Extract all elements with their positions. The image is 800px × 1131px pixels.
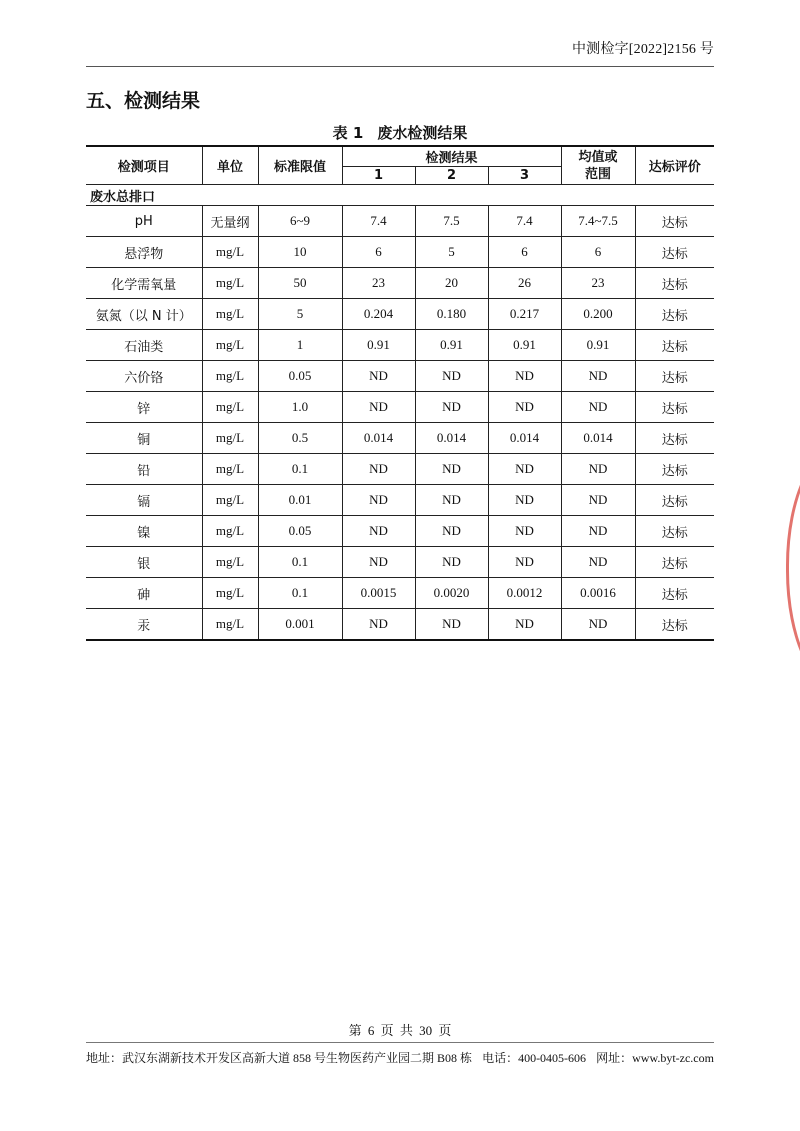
cell-r3: ND [488,485,561,516]
cell-item: 锌 [86,392,202,423]
cell-r3: ND [488,547,561,578]
cell-limit: 0.1 [258,578,342,609]
table-row [86,392,714,423]
cell-r2: 0.0020 [415,578,488,609]
footer-address: 地址：武汉东湖新技术开发区高新大道 858 号生物医药产业园二期 B08 栋 [86,1051,473,1065]
cell-r3: 6 [488,237,561,268]
cell-unit: mg/L [202,485,258,516]
cell-r2: 20 [415,268,488,299]
cell-eval: 达标 [635,392,714,423]
table-row [86,485,714,516]
cell-eval: 达标 [635,547,714,578]
table-row [86,237,714,268]
cell-r2: ND [415,516,488,547]
header-mean-label: 均值或范围 [578,149,618,182]
header-limit: 标准限值 [258,146,342,185]
table-row [86,361,714,392]
cell-unit: mg/L [202,392,258,423]
cell-eval: 达标 [635,578,714,609]
table-row [86,454,714,485]
cell-r3: ND [488,609,561,641]
report-number: 中测检字[2022]2156 号 [571,42,714,57]
cell-r3: 26 [488,268,561,299]
cell-r3: 0.0012 [488,578,561,609]
cell-r1: 7.4 [342,206,415,237]
header-results: 检测结果 [342,146,561,167]
cell-r2: ND [415,361,488,392]
cell-item: 镍 [86,516,202,547]
group-row [86,185,714,206]
group-label: 废水总排口 [86,185,714,206]
section-title: 五、检测结果 [86,90,201,112]
cell-r1: ND [342,547,415,578]
header-result-3: 3 [488,167,561,185]
cell-r1: ND [342,516,415,547]
cell-eval: 达标 [635,485,714,516]
cell-item: 六价铬 [86,361,202,392]
cell-mean: ND [561,516,635,547]
cell-limit: 1.0 [258,392,342,423]
cell-mean: ND [561,485,635,516]
table-caption-number: 表 1 [332,124,364,142]
cell-r2: 0.014 [415,423,488,454]
cell-eval: 达标 [635,237,714,268]
cell-item: 汞 [86,609,202,641]
cell-item: 镉 [86,485,202,516]
cell-r1: 0.91 [342,330,415,361]
cell-r2: 7.5 [415,206,488,237]
cell-eval: 达标 [635,299,714,330]
cell-item: pH [86,206,202,237]
cell-limit: 5 [258,299,342,330]
cell-item: 化学需氧量 [86,268,202,299]
cell-mean: ND [561,609,635,641]
header-unit: 单位 [202,146,258,185]
footer-phone: 电话：400-0405-606 [482,1051,587,1065]
header-result-1: 1 [342,167,415,185]
cell-r3: ND [488,454,561,485]
cell-limit: 0.1 [258,547,342,578]
cell-unit: mg/L [202,516,258,547]
cell-eval: 达标 [635,454,714,485]
cell-r3: ND [488,392,561,423]
seal-stamp-edge [782,440,800,690]
cell-unit: mg/L [202,454,258,485]
cell-limit: 10 [258,237,342,268]
cell-item: 铜 [86,423,202,454]
cell-mean: 7.4~7.5 [561,206,635,237]
cell-r1: 0.014 [342,423,415,454]
cell-mean: 23 [561,268,635,299]
cell-eval: 达标 [635,423,714,454]
cell-unit: mg/L [202,299,258,330]
cell-limit: 6~9 [258,206,342,237]
table-row [86,206,714,237]
cell-r1: ND [342,454,415,485]
page-number: 第 6 页 共 30 页 [348,1023,452,1038]
cell-item: 银 [86,547,202,578]
header-eval: 达标评价 [635,146,714,185]
cell-mean: ND [561,454,635,485]
cell-eval: 达标 [635,361,714,392]
cell-eval: 达标 [635,206,714,237]
cell-r1: 6 [342,237,415,268]
cell-limit: 0.5 [258,423,342,454]
cell-mean: 6 [561,237,635,268]
cell-limit: 0.05 [258,361,342,392]
table-row [86,547,714,578]
cell-r1: ND [342,609,415,641]
cell-r1: 23 [342,268,415,299]
cell-eval: 达标 [635,330,714,361]
table-row [86,299,714,330]
cell-r1: ND [342,392,415,423]
cell-item: 铅 [86,454,202,485]
cell-r2: ND [415,485,488,516]
cell-mean: 0.014 [561,423,635,454]
cell-r3: 0.217 [488,299,561,330]
cell-r2: 0.180 [415,299,488,330]
cell-unit: mg/L [202,547,258,578]
cell-r2: 5 [415,237,488,268]
footer-contact [86,1049,714,1066]
cell-r2: 0.91 [415,330,488,361]
cell-item: 悬浮物 [86,237,202,268]
seal-stamp-ring [786,440,800,690]
table-caption [86,122,714,143]
cell-limit: 0.1 [258,454,342,485]
table-row [86,423,714,454]
cell-eval: 达标 [635,609,714,641]
cell-unit: mg/L [202,268,258,299]
cell-r1: 0.0015 [342,578,415,609]
cell-limit: 0.05 [258,516,342,547]
cell-r2: ND [415,609,488,641]
header-item: 检测项目 [86,146,202,185]
cell-unit: mg/L [202,361,258,392]
table-row [86,609,714,641]
cell-r1: 0.204 [342,299,415,330]
cell-limit: 0.01 [258,485,342,516]
header-divider [86,66,714,67]
cell-r3: 0.91 [488,330,561,361]
cell-r2: ND [415,392,488,423]
footer-divider [86,1042,714,1043]
cell-r3: 0.014 [488,423,561,454]
cell-mean: 0.91 [561,330,635,361]
cell-r1: ND [342,485,415,516]
cell-limit: 0.001 [258,609,342,641]
cell-unit: mg/L [202,330,258,361]
table-row [86,578,714,609]
cell-r2: ND [415,454,488,485]
cell-r3: ND [488,516,561,547]
cell-limit: 1 [258,330,342,361]
cell-mean: ND [561,547,635,578]
cell-limit: 50 [258,268,342,299]
footer-website: 网址：www.byt-zc.com [596,1051,714,1065]
table-caption-title: 废水检测结果 [377,124,468,142]
cell-r1: ND [342,361,415,392]
cell-r3: ND [488,361,561,392]
table-row [86,330,714,361]
cell-eval: 达标 [635,268,714,299]
cell-r2: ND [415,547,488,578]
table-row [86,516,714,547]
cell-unit: mg/L [202,237,258,268]
cell-unit: mg/L [202,423,258,454]
cell-item: 砷 [86,578,202,609]
header-mean [561,146,635,185]
cell-item: 氨氮（以 N 计） [86,299,202,330]
cell-unit: mg/L [202,609,258,641]
cell-mean: ND [561,361,635,392]
cell-r3: 7.4 [488,206,561,237]
results-table [86,145,714,641]
cell-mean: 0.200 [561,299,635,330]
cell-mean: 0.0016 [561,578,635,609]
results-table-body [86,185,714,641]
cell-unit: mg/L [202,578,258,609]
cell-eval: 达标 [635,516,714,547]
header-result-2: 2 [415,167,488,185]
table-row [86,268,714,299]
cell-mean: ND [561,392,635,423]
cell-unit: 无量纲 [202,206,258,237]
cell-item: 石油类 [86,330,202,361]
